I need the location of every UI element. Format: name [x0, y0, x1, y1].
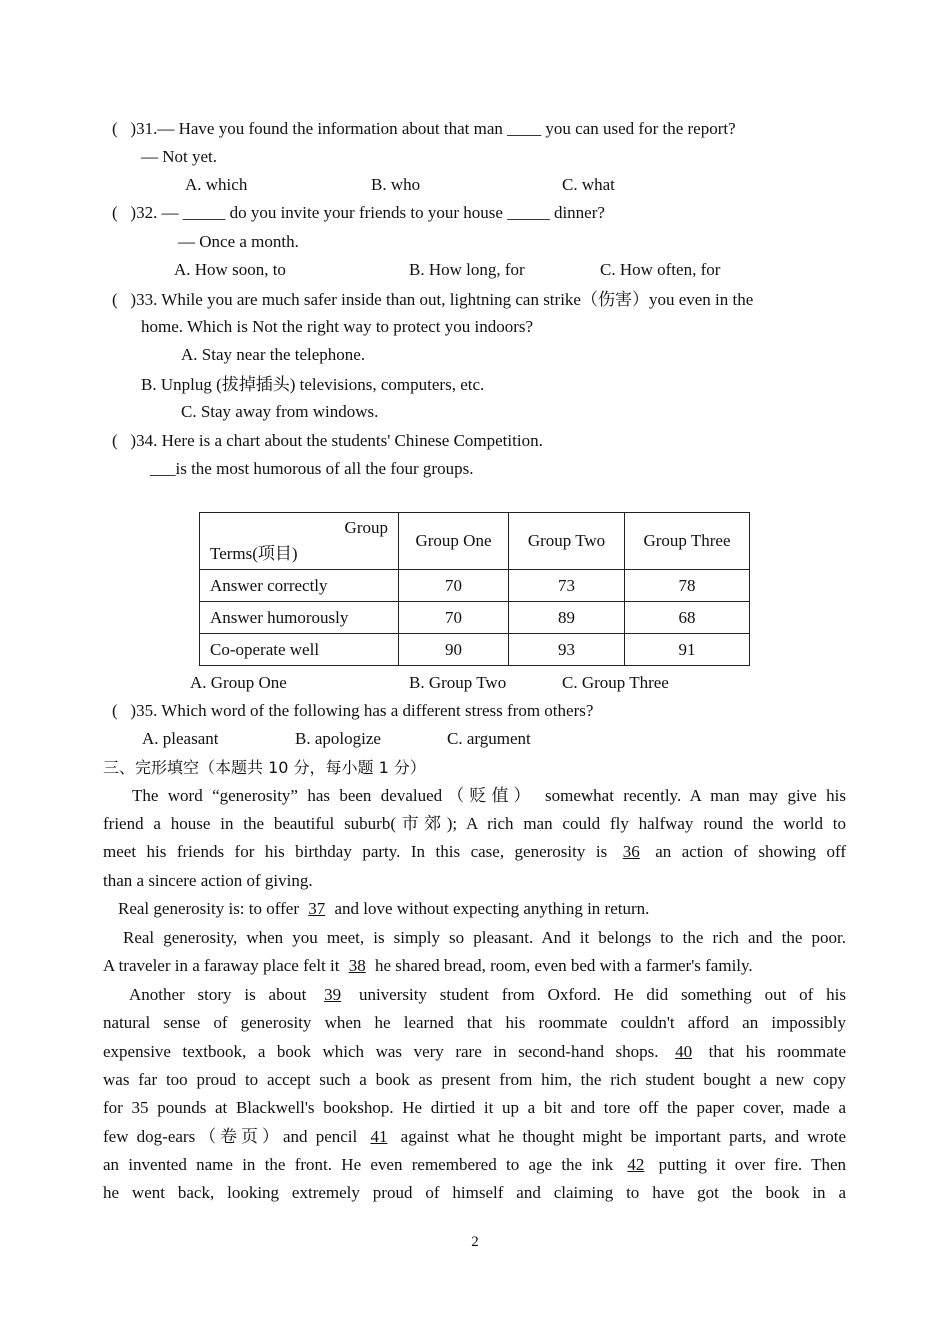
blank-38[interactable]: 38 — [348, 956, 366, 975]
text: expensive textbook, a book which was very rare in second-hand shops. — [103, 1042, 659, 1061]
question-stem-cont: ___is the most humorous of all the four groups. — [150, 459, 474, 478]
question-34 — [112, 431, 543, 451]
passage-line — [103, 956, 753, 976]
value-cell: 89 — [509, 602, 625, 634]
passage-line: friend a house in the beautiful suburb(市郊); A rich man could fly halfway round the world to — [103, 814, 846, 833]
passage-line — [103, 842, 846, 862]
question-31 — [112, 119, 736, 139]
text: an action of showing off — [655, 842, 846, 861]
column-header: Group Two — [509, 513, 625, 570]
passage-line: was far too proud to accept such a book as present from him, the rich student bought a new copy — [103, 1070, 846, 1089]
table-row — [200, 570, 750, 602]
option-a: A. pleasant — [142, 729, 219, 748]
blank-37[interactable]: 37 — [308, 899, 326, 918]
answer-paren: ( — [112, 290, 118, 309]
text: meet his friends for his birthday party. In this case, generosity is — [103, 842, 608, 861]
value-cell: 70 — [399, 570, 509, 602]
passage-line: natural sense of generosity when he learned that his roommate couldn't afford an impossibly — [103, 1013, 846, 1032]
value-cell: 78 — [625, 570, 750, 602]
option-a: A. Stay near the telephone. — [181, 345, 366, 364]
term-cell: Answer humorously — [200, 602, 399, 634]
column-header: Group Three — [625, 513, 750, 570]
blank-36[interactable]: 36 — [622, 842, 640, 861]
corner-bottom: Terms(项目) — [210, 544, 298, 563]
option-c: C. Group Three — [562, 673, 669, 692]
term-cell: Co-operate well — [200, 634, 399, 666]
option-b: B. apologize — [295, 729, 381, 748]
passage-line: The word “generosity” has been devalued（贬值） somewhat recently. A man may give his — [132, 786, 846, 805]
value-cell: 70 — [399, 602, 509, 634]
reply: — Not yet. — [141, 147, 218, 166]
blank-40[interactable]: 40 — [675, 1042, 693, 1061]
passage-line — [118, 899, 649, 919]
value-cell: 90 — [399, 634, 509, 666]
option-b: B. Group Two — [409, 673, 507, 692]
value-cell: 73 — [509, 570, 625, 602]
text: Another story is about — [129, 985, 307, 1004]
option-b: B. who — [371, 175, 421, 194]
text: and love without expecting anything in return. — [334, 899, 650, 918]
question-stem: )34. Here is a chart about the students' Chinese Competition. — [130, 431, 543, 450]
text: he shared bread, room, even bed with a farmer's family. — [374, 956, 753, 975]
text: against what he thought might be important parts, and wrote — [400, 1127, 846, 1146]
option-b: B. How long, for — [409, 260, 525, 279]
text: A traveler in a faraway place felt it — [103, 956, 340, 975]
value-cell: 93 — [509, 634, 625, 666]
passage-line — [103, 1155, 846, 1175]
blank-41[interactable]: 41 — [370, 1127, 388, 1146]
value-cell: 91 — [625, 634, 750, 666]
page-number: 2 — [471, 1234, 479, 1250]
column-header: Group One — [399, 513, 509, 570]
question-33 — [112, 290, 753, 310]
option-c: C. How often, for — [600, 260, 721, 279]
passage-line — [103, 1042, 846, 1062]
option-a: A. How soon, to — [174, 260, 286, 279]
answer-paren: ( — [112, 203, 118, 222]
question-32 — [112, 203, 605, 223]
option-a: A. which — [185, 175, 248, 194]
text: an invented name in the front. He even remembered to age the ink — [103, 1155, 614, 1174]
question-35 — [112, 701, 593, 721]
answer-paren: ( — [112, 701, 118, 720]
corner-cell — [200, 513, 399, 570]
blank-42[interactable]: 42 — [627, 1155, 645, 1174]
answer-paren: ( — [112, 431, 118, 450]
value-cell: 68 — [625, 602, 750, 634]
question-stem: )33. While you are much safer inside than out, lightning can strike（伤害）you even in the — [130, 290, 754, 309]
passage-line: than a sincere action of giving. — [103, 871, 313, 890]
table-row — [200, 602, 750, 634]
table-header-row — [200, 513, 750, 570]
passage-line: he went back, looking extremely proud of himself and claiming to have got the book in a — [103, 1183, 846, 1202]
reply: — Once a month. — [178, 232, 299, 251]
term-cell: Answer correctly — [200, 570, 399, 602]
table-row — [200, 634, 750, 666]
option-b: B. Unplug (拔掉插头) televisions, computers, etc. — [141, 375, 485, 394]
blank-39[interactable]: 39 — [324, 985, 342, 1004]
passage-line: for 35 pounds at Blackwell's bookshop. He dirtied it up a bit and tore off the paper cover, made a — [103, 1098, 846, 1117]
option-a: A. Group One — [190, 673, 287, 692]
text: few dog-ears（卷页）and pencil — [103, 1127, 358, 1146]
text: that his roommate — [708, 1042, 846, 1061]
answer-paren: ( — [112, 119, 118, 138]
text: Real generosity is: to offer — [118, 899, 299, 918]
option-c: C. argument — [447, 729, 531, 748]
competition-table — [199, 512, 750, 666]
option-c: C. Stay away from windows. — [181, 402, 379, 421]
question-stem-cont: home. Which is Not the right way to protect you indoors? — [141, 317, 534, 336]
question-stem: )31.— Have you found the information about that man ____ you can used for the report? — [130, 119, 736, 138]
question-stem: )32. — _____ do you invite your friends to your house _____ dinner? — [130, 203, 605, 222]
passage-line — [129, 985, 846, 1005]
passage-line: Real generosity, when you meet, is simply so pleasant. And it belongs to the rich and the poor. — [123, 928, 846, 947]
passage-line — [103, 1127, 846, 1147]
text: putting it over fire. Then — [658, 1155, 846, 1174]
text: university student from Oxford. He did something out of his — [358, 985, 846, 1004]
corner-top: Group — [344, 518, 388, 537]
section-heading: 三、完形填空（本题共 10 分，每小题 1 分） — [103, 758, 426, 777]
question-stem: )35. Which word of the following has a different stress from others? — [130, 701, 594, 720]
option-c: C. what — [562, 175, 615, 194]
